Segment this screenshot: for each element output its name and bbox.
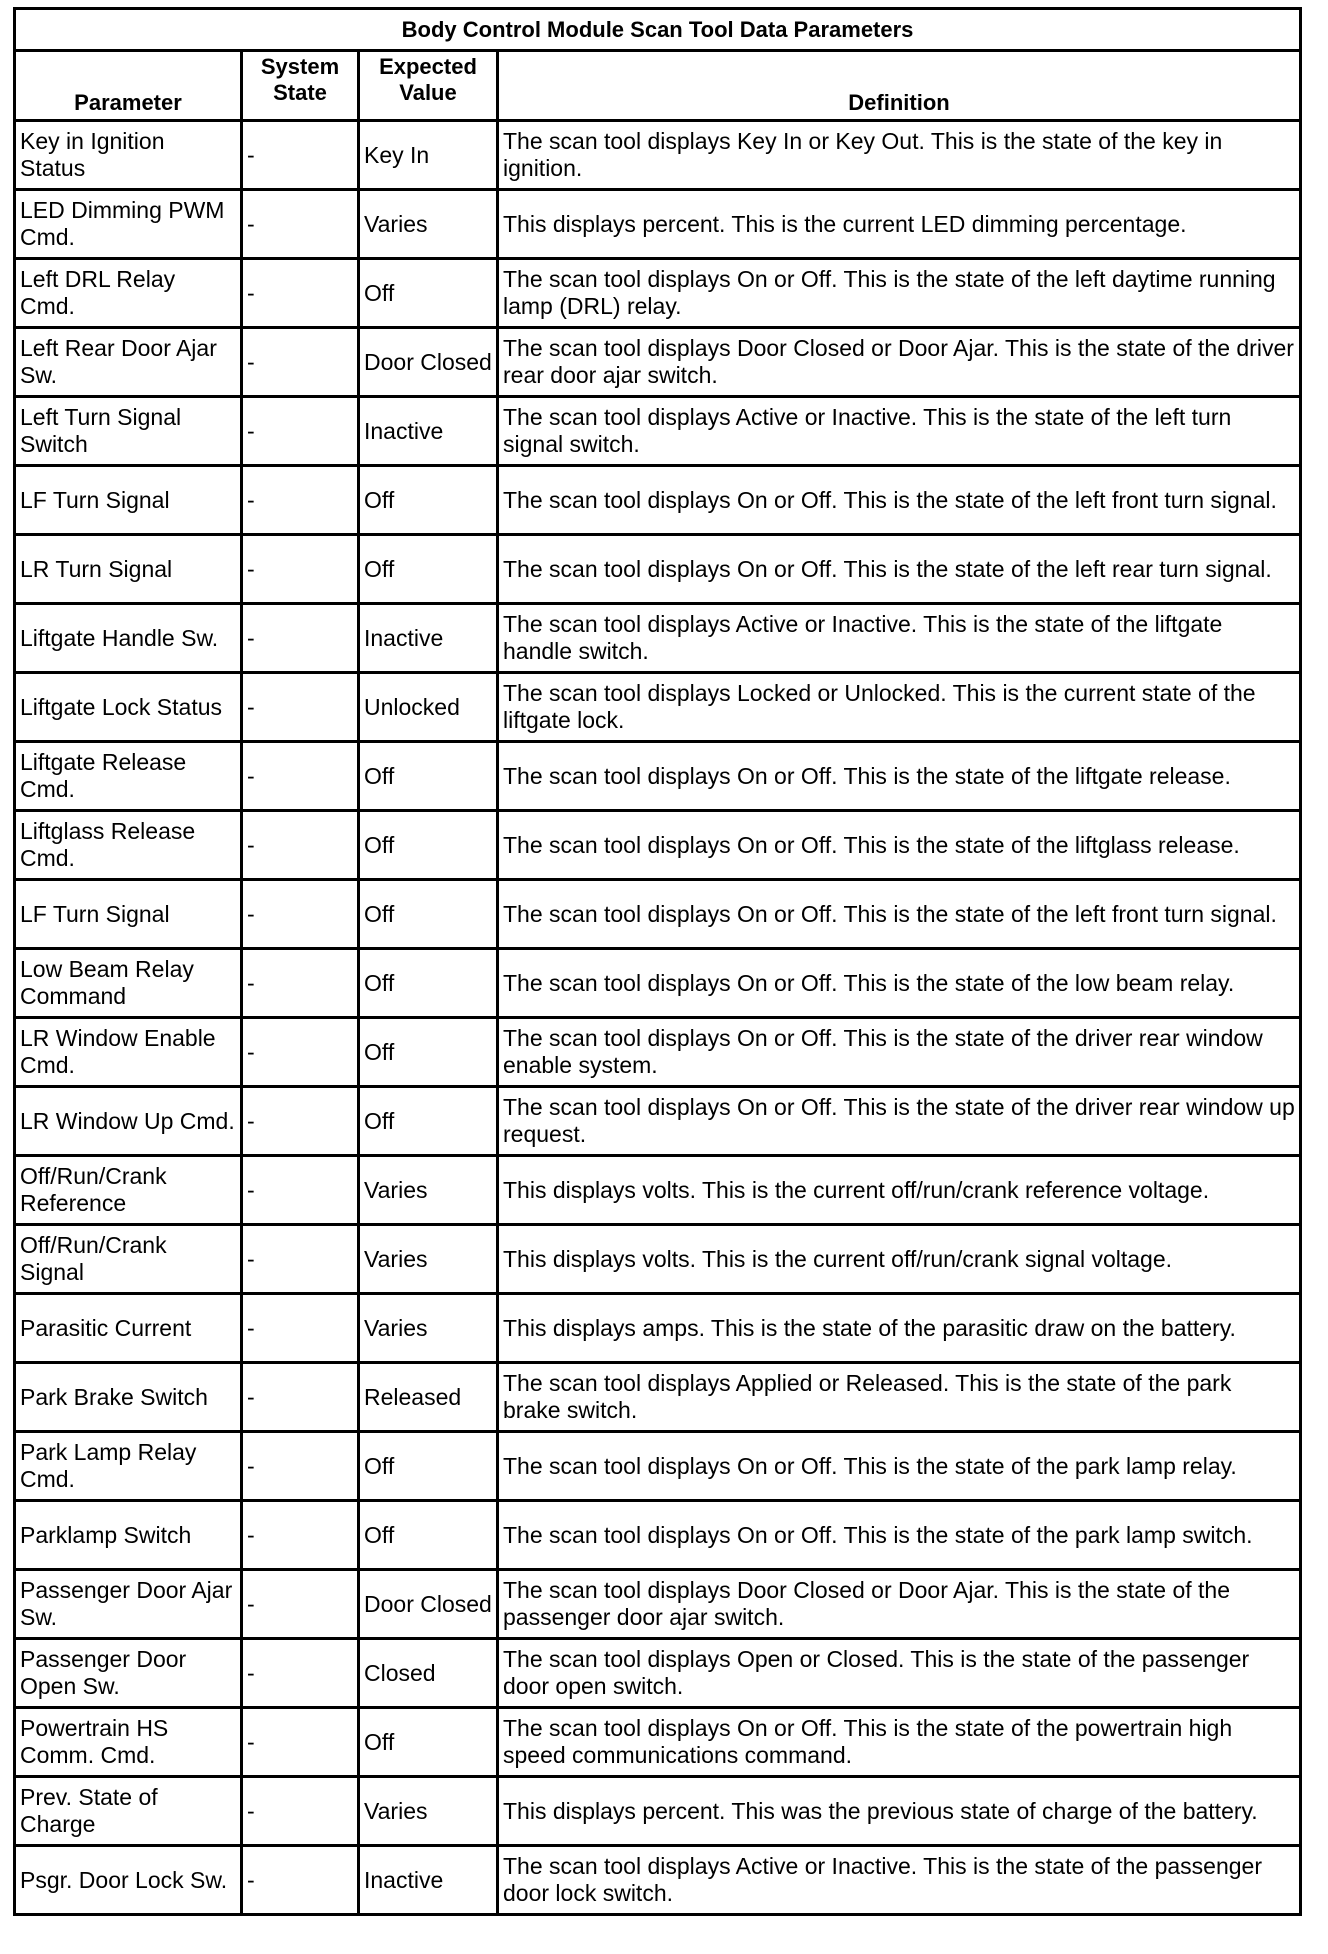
system-state-cell: - (242, 604, 359, 673)
table-row (15, 1225, 1301, 1294)
definition-cell: The scan tool displays Active or Inactive. This is the state of the passenger door lock switch. (498, 1846, 1301, 1915)
system-state-cell: - (242, 535, 359, 604)
expected-value-cell: Off (359, 1501, 498, 1570)
parameter-cell: LED Dimming PWM Cmd. (15, 190, 242, 259)
system-state-cell: - (242, 1294, 359, 1363)
table-row (15, 328, 1301, 397)
definition-cell: The scan tool displays Door Closed or Door Ajar. This is the state of the passenger door ajar switch. (498, 1570, 1301, 1639)
expected-value-cell: Off (359, 259, 498, 328)
table-row (15, 259, 1301, 328)
definition-cell: The scan tool displays On or Off. This is the state of the park lamp relay. (498, 1432, 1301, 1501)
expected-value-cell: Door Closed (359, 328, 498, 397)
definition-cell: The scan tool displays On or Off. This is the state of the left daytime running lamp (DRL) relay. (498, 259, 1301, 328)
system-state-cell: - (242, 466, 359, 535)
definition-cell: The scan tool displays On or Off. This is the state of the driver rear window up request. (498, 1087, 1301, 1156)
definition-cell: This displays percent. This is the current LED dimming percentage. (498, 190, 1301, 259)
table-row (15, 1639, 1301, 1708)
parameter-cell: Left DRL Relay Cmd. (15, 259, 242, 328)
expected-value-cell: Varies (359, 1156, 498, 1225)
definition-cell: The scan tool displays Active or Inactive. This is the state of the left turn signal switch. (498, 397, 1301, 466)
expected-value-cell: Inactive (359, 604, 498, 673)
parameter-cell: LR Turn Signal (15, 535, 242, 604)
table-row (15, 1156, 1301, 1225)
expected-value-cell: Off (359, 1018, 498, 1087)
parameter-cell: LF Turn Signal (15, 880, 242, 949)
expected-value-cell: Off (359, 949, 498, 1018)
expected-value-cell: Inactive (359, 397, 498, 466)
system-state-cell: - (242, 397, 359, 466)
system-state-cell: - (242, 121, 359, 190)
table-row (15, 1777, 1301, 1846)
table-row (15, 1501, 1301, 1570)
system-state-cell: - (242, 1363, 359, 1432)
system-state-cell: - (242, 1708, 359, 1777)
definition-cell: This displays percent. This was the previous state of charge of the battery. (498, 1777, 1301, 1846)
table-row (15, 1432, 1301, 1501)
system-state-cell: - (242, 1432, 359, 1501)
system-state-cell: - (242, 1777, 359, 1846)
parameter-cell: Psgr. Door Lock Sw. (15, 1846, 242, 1915)
definition-cell: The scan tool displays Key In or Key Out. This is the state of the key in ignition. (498, 121, 1301, 190)
parameter-cell: Left Rear Door Ajar Sw. (15, 328, 242, 397)
system-state-cell: - (242, 949, 359, 1018)
parameter-cell: Passenger Door Ajar Sw. (15, 1570, 242, 1639)
parameter-cell: Liftgate Handle Sw. (15, 604, 242, 673)
expected-value-cell: Unlocked (359, 673, 498, 742)
system-state-cell: - (242, 259, 359, 328)
parameter-cell: Prev. State of Charge (15, 1777, 242, 1846)
parameter-cell: Liftgate Release Cmd. (15, 742, 242, 811)
definition-cell: The scan tool displays On or Off. This is the state of the low beam relay. (498, 949, 1301, 1018)
parameter-cell: Low Beam Relay Command (15, 949, 242, 1018)
definition-cell: The scan tool displays Open or Closed. This is the state of the passenger door open switch. (498, 1639, 1301, 1708)
expected-value-cell: Door Closed (359, 1570, 498, 1639)
parameter-cell: Park Brake Switch (15, 1363, 242, 1432)
table-row (15, 1087, 1301, 1156)
expected-value-cell: Off (359, 811, 498, 880)
expected-value-cell: Off (359, 742, 498, 811)
definition-cell: The scan tool displays On or Off. This is the state of the park lamp switch. (498, 1501, 1301, 1570)
table-row (15, 190, 1301, 259)
parameter-cell: Parasitic Current (15, 1294, 242, 1363)
definition-cell: The scan tool displays Applied or Released. This is the state of the park brake switch. (498, 1363, 1301, 1432)
expected-value-cell: Off (359, 1432, 498, 1501)
table-row (15, 1846, 1301, 1915)
expected-value-cell: Released (359, 1363, 498, 1432)
definition-cell: This displays volts. This is the current off/run/crank signal voltage. (498, 1225, 1301, 1294)
definition-cell: The scan tool displays On or Off. This is the state of the liftgate release. (498, 742, 1301, 811)
table-row (15, 466, 1301, 535)
expected-value-cell: Varies (359, 190, 498, 259)
definition-cell: The scan tool displays On or Off. This is the state of the left front turn signal. (498, 466, 1301, 535)
system-state-cell: - (242, 1156, 359, 1225)
parameter-cell: Liftgate Lock Status (15, 673, 242, 742)
table-row (15, 1570, 1301, 1639)
system-state-cell: - (242, 1225, 359, 1294)
parameter-cell: LR Window Up Cmd. (15, 1087, 242, 1156)
expected-value-cell: Varies (359, 1294, 498, 1363)
parameter-cell: Passenger Door Open Sw. (15, 1639, 242, 1708)
header-parameter: Parameter (15, 51, 242, 121)
parameter-cell: Parklamp Switch (15, 1501, 242, 1570)
parameter-cell: Park Lamp Relay Cmd. (15, 1432, 242, 1501)
table-row (15, 397, 1301, 466)
system-state-cell: - (242, 880, 359, 949)
header-expected-value: Expected Value (359, 51, 498, 121)
expected-value-cell: Off (359, 535, 498, 604)
definition-cell: The scan tool displays On or Off. This is the state of the left rear turn signal. (498, 535, 1301, 604)
header-definition: Definition (498, 51, 1301, 121)
parameter-cell: Off/Run/Crank Signal (15, 1225, 242, 1294)
expected-value-cell: Off (359, 880, 498, 949)
table-row (15, 1294, 1301, 1363)
expected-value-cell: Closed (359, 1639, 498, 1708)
table-row (15, 880, 1301, 949)
system-state-cell: - (242, 1087, 359, 1156)
scan-tool-data-table (13, 7, 1302, 1916)
definition-cell: This displays volts. This is the current off/run/crank reference voltage. (498, 1156, 1301, 1225)
table-row (15, 811, 1301, 880)
system-state-cell: - (242, 742, 359, 811)
definition-cell: The scan tool displays On or Off. This is the state of the powertrain high speed communications command. (498, 1708, 1301, 1777)
table-row (15, 1363, 1301, 1432)
table-row (15, 742, 1301, 811)
parameter-cell: Off/Run/Crank Reference (15, 1156, 242, 1225)
expected-value-cell: Varies (359, 1777, 498, 1846)
table-row (15, 1018, 1301, 1087)
table-row (15, 535, 1301, 604)
table-row (15, 949, 1301, 1018)
system-state-cell: - (242, 328, 359, 397)
system-state-cell: - (242, 1639, 359, 1708)
system-state-cell: - (242, 1846, 359, 1915)
table-title: Body Control Module Scan Tool Data Parameters (15, 9, 1301, 51)
system-state-cell: - (242, 673, 359, 742)
parameter-cell: LR Window Enable Cmd. (15, 1018, 242, 1087)
table-row (15, 673, 1301, 742)
definition-cell: The scan tool displays On or Off. This is the state of the liftglass release. (498, 811, 1301, 880)
definition-cell: The scan tool displays Door Closed or Door Ajar. This is the state of the driver rear door ajar switch. (498, 328, 1301, 397)
parameter-cell: Key in Ignition Status (15, 121, 242, 190)
table-row (15, 121, 1301, 190)
system-state-cell: - (242, 1501, 359, 1570)
definition-cell: The scan tool displays On or Off. This is the state of the driver rear window enable system. (498, 1018, 1301, 1087)
expected-value-cell: Varies (359, 1225, 498, 1294)
parameter-cell: Powertrain HS Comm. Cmd. (15, 1708, 242, 1777)
expected-value-cell: Off (359, 466, 498, 535)
expected-value-cell: Inactive (359, 1846, 498, 1915)
table-row (15, 604, 1301, 673)
definition-cell: The scan tool displays Locked or Unlocked. This is the current state of the liftgate lock. (498, 673, 1301, 742)
parameter-cell: Left Turn Signal Switch (15, 397, 242, 466)
parameter-cell: LF Turn Signal (15, 466, 242, 535)
definition-cell: This displays amps. This is the state of the parasitic draw on the battery. (498, 1294, 1301, 1363)
table-row (15, 1708, 1301, 1777)
expected-value-cell: Key In (359, 121, 498, 190)
parameter-cell: Liftglass Release Cmd. (15, 811, 242, 880)
definition-cell: The scan tool displays Active or Inactive. This is the state of the liftgate handle switch. (498, 604, 1301, 673)
expected-value-cell: Off (359, 1087, 498, 1156)
header-system-state: System State (242, 51, 359, 121)
system-state-cell: - (242, 811, 359, 880)
system-state-cell: - (242, 190, 359, 259)
system-state-cell: - (242, 1570, 359, 1639)
system-state-cell: - (242, 1018, 359, 1087)
expected-value-cell: Off (359, 1708, 498, 1777)
definition-cell: The scan tool displays On or Off. This is the state of the left front turn signal. (498, 880, 1301, 949)
